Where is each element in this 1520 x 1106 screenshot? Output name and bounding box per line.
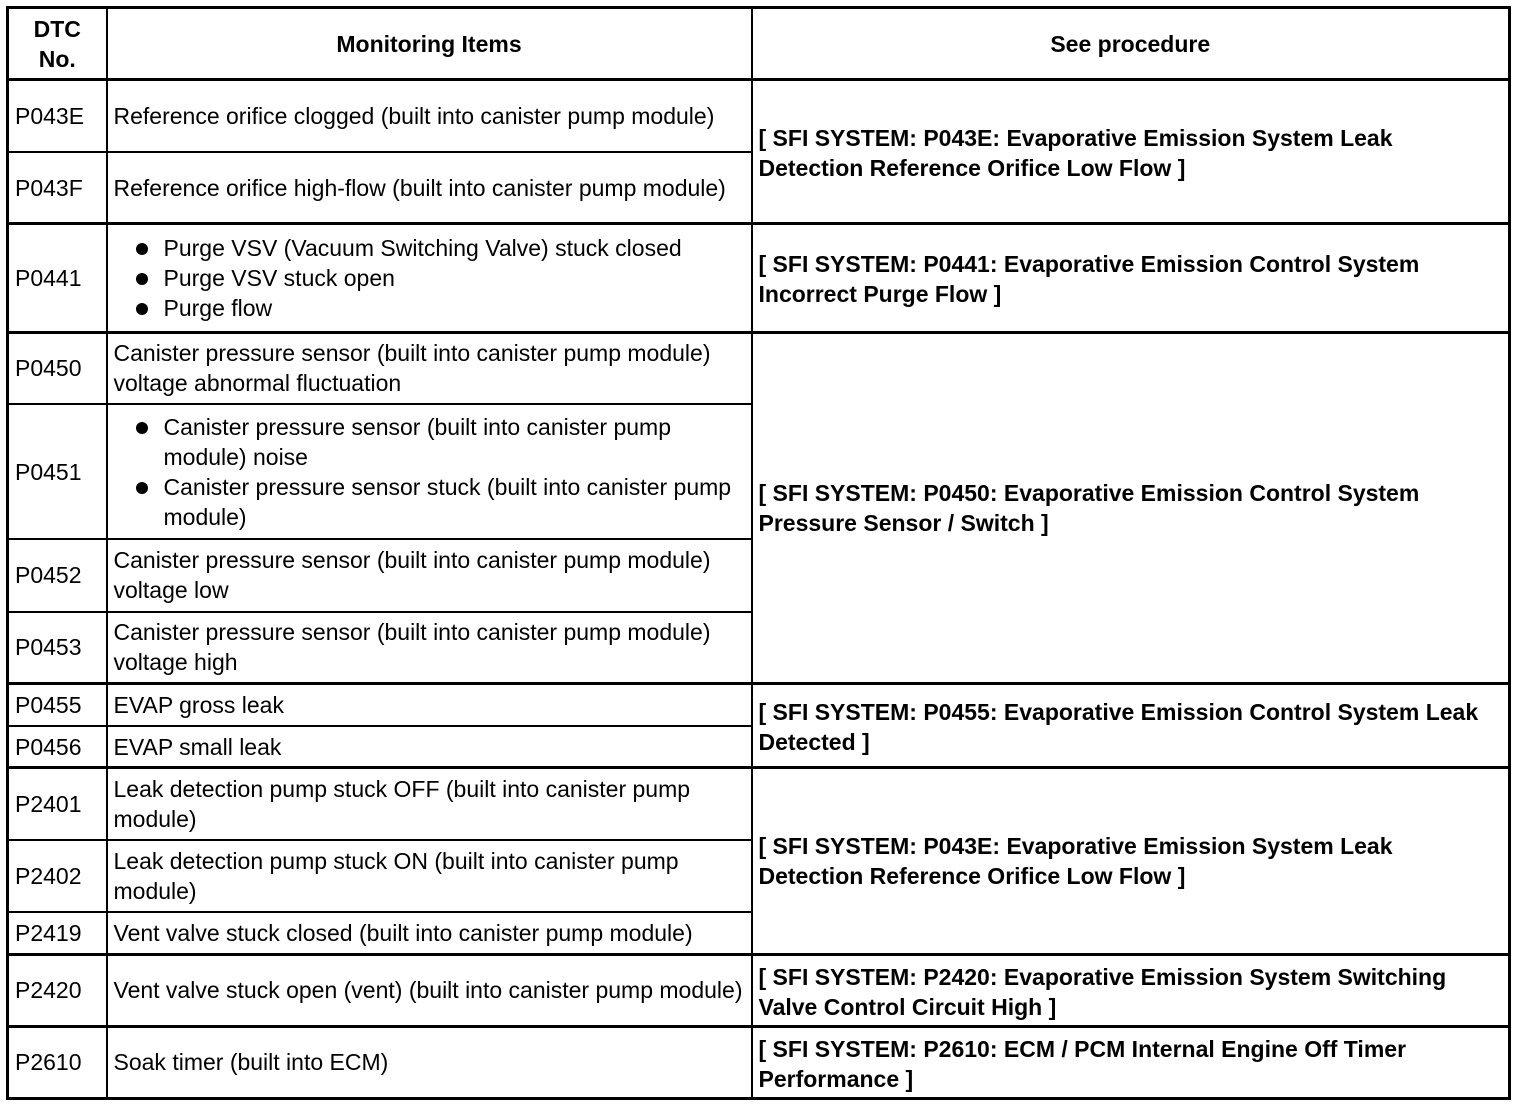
- dtc-code: P0451: [8, 404, 107, 539]
- procedure-link[interactable]: [ SFI SYSTEM: P2610: ECM / PCM Internal Engine Off Timer Performance ]: [752, 1026, 1510, 1098]
- procedure-link[interactable]: [ SFI SYSTEM: P2420: Evaporative Emission System Switching Valve Control Circuit High ]: [752, 954, 1510, 1026]
- table-row: [8, 224, 1510, 332]
- monitoring-item: Canister pressure sensor (built into canister pump module) voltage high: [107, 612, 752, 684]
- monitoring-items-header: Monitoring Items: [107, 8, 752, 80]
- monitoring-item: Canister pressure sensor (built into canister pump module) voltage abnormal fluctuation: [107, 332, 752, 404]
- dtc-code: P0453: [8, 612, 107, 684]
- dtc-code: P2420: [8, 954, 107, 1026]
- dtc-code: P0455: [8, 684, 107, 726]
- monitoring-item: Leak detection pump stuck ON (built into canister pump module): [107, 840, 752, 912]
- monitoring-item: EVAP gross leak: [107, 684, 752, 726]
- monitoring-item: [107, 404, 752, 539]
- dtc-code: P0456: [8, 726, 107, 768]
- table-row: [8, 1026, 1510, 1098]
- monitoring-item: Reference orifice clogged (built into canister pump module): [107, 80, 752, 152]
- table-row: [8, 332, 1510, 404]
- monitoring-item: Vent valve stuck closed (built into canister pump module): [107, 912, 752, 954]
- dtc-code: P2610: [8, 1026, 107, 1098]
- dtc-code: P0441: [8, 224, 107, 332]
- procedure-link[interactable]: [ SFI SYSTEM: P043E: Evaporative Emission System Leak Detection Reference Orifice Low Flow ]: [752, 80, 1510, 224]
- dtc-table: [6, 6, 1511, 1100]
- bullet-item: Purge VSV (Vacuum Switching Valve) stuck closed: [114, 233, 745, 263]
- dtc-header: DTC No.: [8, 8, 107, 80]
- dtc-code: P0452: [8, 539, 107, 611]
- monitoring-item: Leak detection pump stuck OFF (built into canister pump module): [107, 768, 752, 840]
- bullet-item: Canister pressure sensor stuck (built into canister pump module): [114, 472, 745, 532]
- bullet-item: Purge VSV stuck open: [114, 263, 745, 293]
- monitoring-item: EVAP small leak: [107, 726, 752, 768]
- header-row: [8, 8, 1510, 80]
- see-procedure-header: See procedure: [752, 8, 1510, 80]
- table-row: [8, 954, 1510, 1026]
- procedure-link[interactable]: [ SFI SYSTEM: P0441: Evaporative Emission Control System Incorrect Purge Flow ]: [752, 224, 1510, 332]
- dtc-code: P2419: [8, 912, 107, 954]
- monitoring-item: [107, 224, 752, 332]
- monitoring-item: Reference orifice high-flow (built into canister pump module): [107, 152, 752, 224]
- dtc-code: P043F: [8, 152, 107, 224]
- table-row: [8, 684, 1510, 726]
- bullet-item: Purge flow: [114, 293, 745, 323]
- bullet-item: Canister pressure sensor (built into canister pump module) noise: [114, 412, 745, 472]
- procedure-link[interactable]: [ SFI SYSTEM: P043E: Evaporative Emission System Leak Detection Reference Orifice Low Flow ]: [752, 768, 1510, 954]
- procedure-link[interactable]: [ SFI SYSTEM: P0450: Evaporative Emission Control System Pressure Sensor / Switch ]: [752, 332, 1510, 684]
- monitoring-item: Vent valve stuck open (vent) (built into canister pump module): [107, 954, 752, 1026]
- dtc-code: P043E: [8, 80, 107, 152]
- dtc-code: P2402: [8, 840, 107, 912]
- dtc-code: P2401: [8, 768, 107, 840]
- table-row: [8, 768, 1510, 840]
- monitoring-item: Soak timer (built into ECM): [107, 1026, 752, 1098]
- dtc-code: P0450: [8, 332, 107, 404]
- table-row: [8, 80, 1510, 152]
- procedure-link[interactable]: [ SFI SYSTEM: P0455: Evaporative Emission Control System Leak Detected ]: [752, 684, 1510, 768]
- monitoring-item: Canister pressure sensor (built into canister pump module) voltage low: [107, 539, 752, 611]
